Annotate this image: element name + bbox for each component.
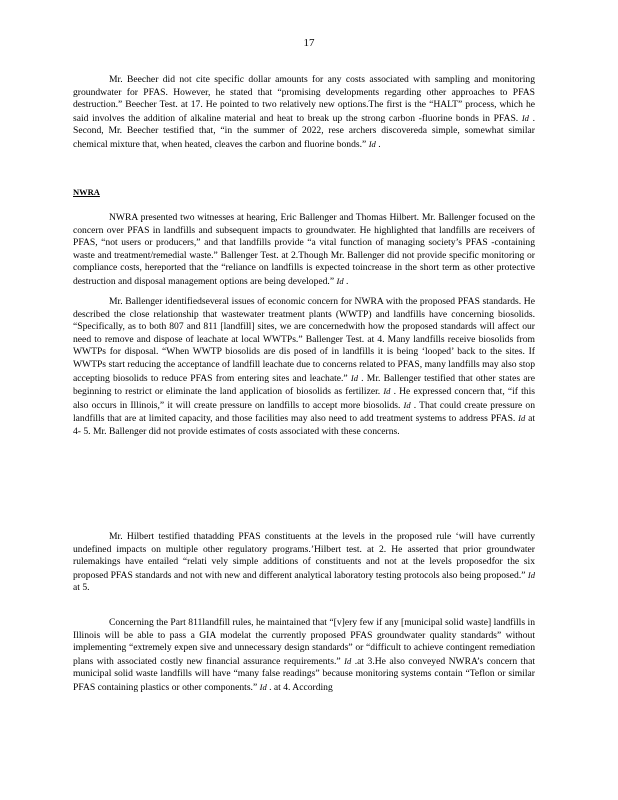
- text-run: .: [343, 275, 349, 287]
- paragraph-beecher-costs: [73, 74, 535, 152]
- paragraph-text: [73, 74, 535, 152]
- text-run: Mr. Ballenger identifiedseveral issues of economic concern for NWRA with the proposed PFAS standards. He described the close relationship that wastewater treatment plants (WWTP) and landfills have concerning biosolids. “Specifically, as to both 807 and 811 [landfill] sites, we are concernedwith how the proposed standards will affect our need to remove and dispose of leachate at local WWTPs.” Ballenger Test. at 4. Many landfills receive biosolids from WWTPs for disposal. “When WWTP biosolids are dis posed of in landfills it is being ‘looped’ back to the sites. If WWTPs start reducing the acceptance of landfill leachate due to concerns related to PFAS, many landfills may also stop accepting biosolids to reduce PFAS from entering sites and leachate.”: [73, 296, 535, 384]
- citation: Id: [403, 399, 411, 410]
- text-run: NWRA presented two witnesses at hearing, Eric Ballenger and Thomas Hilbert. Mr. Ballenger focused on the concern over PFAS in landfills and subsequent impacts to groundwater. He highlighted that landfills are receivers of PFAS, “not users or producers,” and that landfills provide “a vital function of managing society’s PFAS -containing waste and treatment/remedial waste.” Ballenger Test. at 2.Though Mr. Ballenger did not provide specific monitoring or compliance costs, hereported that the “reliance on landfills is expected toincrease in the short term as other protective destruction and disposal management options are being developed.”: [73, 212, 535, 287]
- paragraph-text: [73, 531, 535, 595]
- paragraph-nwra-witnesses: [73, 212, 535, 289]
- paragraph-part-811: [73, 617, 535, 695]
- paragraph-hilbert-testimony: [73, 531, 535, 595]
- text-run: . at 4. According: [266, 681, 333, 693]
- text-run: . He expressed concern that, “if this also occurs in Illinois,” it will create pressure on landfills to accept more biosolids.: [73, 386, 535, 411]
- text-run: Concerning the Part 811landfill rules, he maintained that “[v]ery few if any [municipal solid waste] landfills in Illinois will be able to pass a GIA modelat the currently proposed PFAS groundwater quality standards” without implementing “extremely expen sive and unnecessary design standards” or “difficult to achieve contingent remediation plans with associated costly new financial assurance requirements.”: [73, 617, 535, 667]
- text-run: at 4- 5. Mr. Ballenger did not provide estimates of costs associated with these concerns.: [73, 413, 536, 437]
- text-run: .at 3.He also conveyed NWRA’s concern that municipal solid waste landfills will have “many false readings” because monitoring systems contain “Teflon or similar PFAS containing plastics or other components.”: [73, 655, 535, 693]
- citation: Id: [350, 372, 358, 383]
- text-run: at 5.: [73, 582, 90, 594]
- page-number: 17: [303, 37, 315, 49]
- section-heading: NWRA: [73, 187, 100, 197]
- citation: Id: [518, 413, 526, 424]
- citation: Id: [368, 138, 376, 149]
- text-run: . That could create pressure on landfills that are at limited capacity, and those facilities may also need to add treatment systems to address PFAS.: [73, 399, 535, 425]
- paragraph-text: [73, 296, 535, 439]
- citation: Id: [383, 386, 391, 397]
- paragraph-text: [73, 212, 535, 289]
- paragraph-ballenger-concerns: [73, 296, 535, 439]
- citation: Id: [527, 569, 535, 580]
- citation: Id: [336, 275, 344, 286]
- text-run: Mr. Hilbert testified thatadding PFAS constituents at the levels in the proposed rule ‘will have currently undefined impacts on multiple other regulatory programs.’Hilbert test. at 2. He asserted that prior groundwater rulemakings have entailed “relati vely simple additions of constituents and not at the levels proposedfor the six proposed PFAS standards and not with new and different analytical laboratory testing protocols also being proposed.”: [73, 531, 535, 581]
- citation: Id: [344, 655, 352, 666]
- text-run: .: [375, 138, 381, 150]
- text-run: Mr. Beecher did not cite specific dollar amounts for any costs associated with sampling and monitoring groundwater for PFAS. However, he stated that “promising developments regarding other approaches to PFAS destruction.” Beecher Test. at 17. He pointed to two relatively new options.The first is the “HALT” process, which he said involves the addition of alkaline material and heat to break up the strong carbon -fluorine bonds in PFAS.: [73, 74, 535, 124]
- citation: Id: [259, 681, 267, 692]
- citation: Id: [521, 112, 529, 123]
- text-run: . Second, Mr. Beecher testified that, “in the summer of 2022, rese archers discovereda simple, somewhat similar chemical mixture that, when heated, cleaves the carbon and fluorine bonds.”: [73, 112, 535, 150]
- paragraph-text: [73, 617, 535, 695]
- text-run: . Mr. Ballenger testified that other states are beginning to restrict or eliminate the land application of biosolids as fertilizer.: [73, 372, 536, 398]
